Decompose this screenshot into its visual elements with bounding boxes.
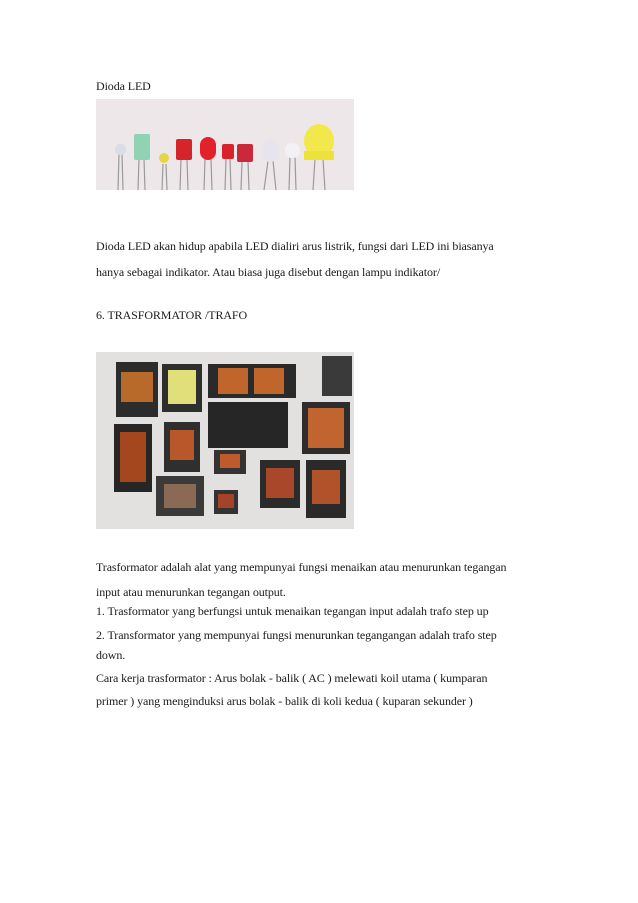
trafo-paragraph-line-2: input atau menurunkan tegangan output. bbox=[96, 585, 286, 599]
trafo-paragraph-line-3: 1. Trasformator yang berfungsi untuk menaikan tegangan input adalah trafo step up bbox=[96, 604, 489, 618]
trafo-paragraph-line-1: Trasformator adalah alat yang mempunyai fungsi menaikan atau menurunkan tegangan bbox=[96, 560, 507, 574]
trafo-paragraph-line-4: 2. Transformator yang mempunyai fungsi menurunkan tegangangan adalah trafo step bbox=[96, 628, 497, 642]
trafo-heading: 6. TRASFORMATOR /TRAFO bbox=[96, 308, 248, 322]
led-paragraph-line-1: Dioda LED akan hidup apabila LED dialiri arus listrik, fungsi dari LED ini biasanya bbox=[96, 239, 494, 253]
trafo-paragraph-line-5: down. bbox=[96, 648, 126, 662]
trafo-paragraph-line-6: Cara kerja trasformator : Arus bolak - balik ( AC ) melewati koil utama ( kumparan bbox=[96, 671, 488, 685]
led-paragraph-line-2: hanya sebagai indikator. Atau biasa juga disebut dengan lampu indikator/ bbox=[96, 265, 441, 279]
trafo-paragraph-line-7: primer ) yang menginduksi arus bolak - balik di koli kedua ( kuparan sekunder ) bbox=[96, 694, 473, 708]
led-photo bbox=[96, 99, 354, 190]
led-heading: Dioda LED bbox=[96, 79, 151, 93]
transformer-photo bbox=[96, 352, 354, 529]
